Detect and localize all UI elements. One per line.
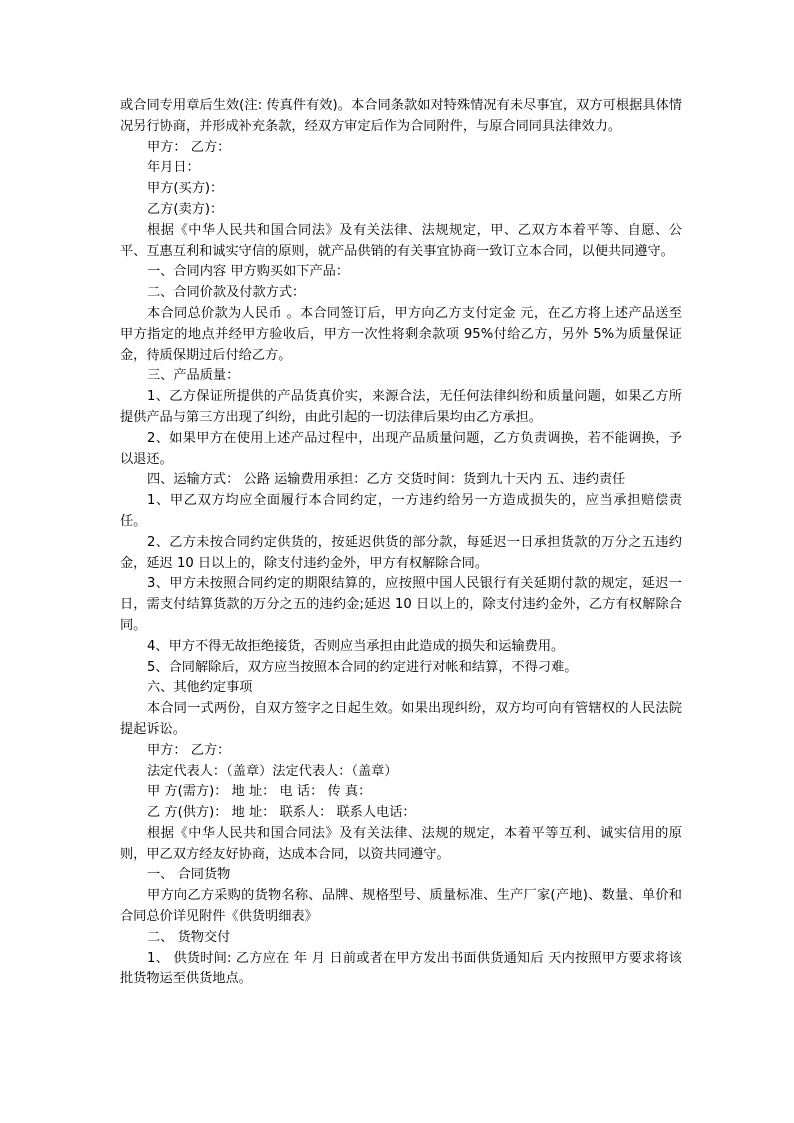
paragraph: 年月日： [147, 160, 200, 176]
paragraph: 乙方(卖方)： [147, 201, 224, 217]
paragraph: 3、甲方未按照合同约定的期限结算的，应按照中国人民银行有关延期付款的规定，延迟一日，需支付结算货款的万分之五的违约金;延迟 10 日以上的，除支付违约金外，乙方有权解除合同。 [120, 576, 682, 633]
contract-body [120, 96, 682, 990]
paragraph: 1、甲乙双方均应全面履行本合同约定，一方违约给另一方造成损失的，应当承担赔偿责任。 [120, 493, 682, 529]
paragraph: 甲方向乙方采购的货物名称、品牌、规格型号、质量标准、生产厂家(产地)、数量、单价和合同总价详见附件《供货明细表》 [120, 888, 682, 925]
paragraph: 4、甲方不得无故拒绝接货，否则应当承担由此造成的损失和运输费用。 [147, 638, 565, 654]
section-heading: 二、 货物交付 [147, 929, 231, 945]
section-heading: 一、 合同货物 [147, 867, 231, 883]
paragraph: 1、 供货时间: 乙方应在 年 月 日前或者在甲方发出书面供货通知后 天内按照甲方要求将该批货物运至供货地点。 [120, 950, 682, 987]
paragraph: 1、乙方保证所提供的产品货真价实，来源合法，无任何法律纠纷和质量问题，如果乙方所提供产品与第三方出现了纠纷，由此引起的一切法律后果均由乙方承担。 [120, 389, 682, 425]
party-info-line: 甲 方(需方)： 地 址： 电 话： 传 真： [147, 784, 372, 800]
paragraph: 或合同专用章后生效(注: 传真件有效)。本合同条款如对特殊情况有未尽事宜，双方可根据具体情况另行协商，并形成补充条款，经双方审定后作为合同附件，与原合同同具法律效力。 [120, 98, 682, 134]
party-info-line: 乙 方(供方)： 地 址： 联系人： 联系人电话： [147, 805, 416, 821]
paragraph: 2、乙方未按合同约定供货的，按延迟供货的部分款，每延迟一日承担货款的万分之五违约金，延迟 10 日以上的，除支付违约金外，甲方有权解除合同。 [120, 534, 682, 571]
paragraph: 甲方(买方)： [147, 181, 224, 197]
paragraph: 根据《中华人民共和国合同法》及有关法律、法规规定，甲、乙双方本着平等、自愿、公平、互惠互利和诚实守信的原则，就产品供销的有关事宜协商一致订立本合同，以便共同遵守。 [120, 222, 682, 259]
section-heading: 一、合同内容 甲方购买如下产品： [147, 264, 350, 280]
paragraph: 甲方： 乙方： [147, 139, 231, 155]
section-heading: 二、合同价款及付款方式： [147, 285, 306, 301]
paragraph: 5、合同解除后，双方应当按照本合同的约定进行对帐和结算，不得刁难。 [147, 659, 578, 675]
section-heading: 三、产品质量： [147, 368, 240, 384]
paragraph: 根据《中华人民共和国合同法》及有关法律、法规的规定，本着平等互利、诚实信用的原则，甲乙双方经友好协商，达成本合同，以资共同遵守。 [120, 825, 682, 862]
section-heading: 六、其他约定事项 [147, 680, 253, 696]
paragraph: 2、如果甲方在使用上述产品过程中，出现产品质量问题，乙方负责调换，若不能调换，予以退还。 [120, 430, 682, 467]
paragraph: 本合同一式两份，自双方签字之日起生效。如果出现纠纷，双方均可向有管辖权的人民法院提起诉讼。 [120, 701, 682, 737]
paragraph: 本合同总价款为人民币 。本合同签订后，甲方向乙方支付定金 元，在乙方将上述产品送至甲方指定的地点并经甲方验收后，甲方一次性将剩余款项 95%付给乙方，另外 5%为质量保证金，待质保期过后付给乙方。 [120, 305, 682, 363]
signature-line: 法定代表人：（盖章）法定代表人：（盖章） [147, 763, 398, 779]
signature-line: 甲方： 乙方： [147, 742, 231, 758]
section-heading: 四、运输方式： 公路 运输费用承担：乙方 交货时间：货到九十天内 五、违约责任 [147, 472, 626, 488]
